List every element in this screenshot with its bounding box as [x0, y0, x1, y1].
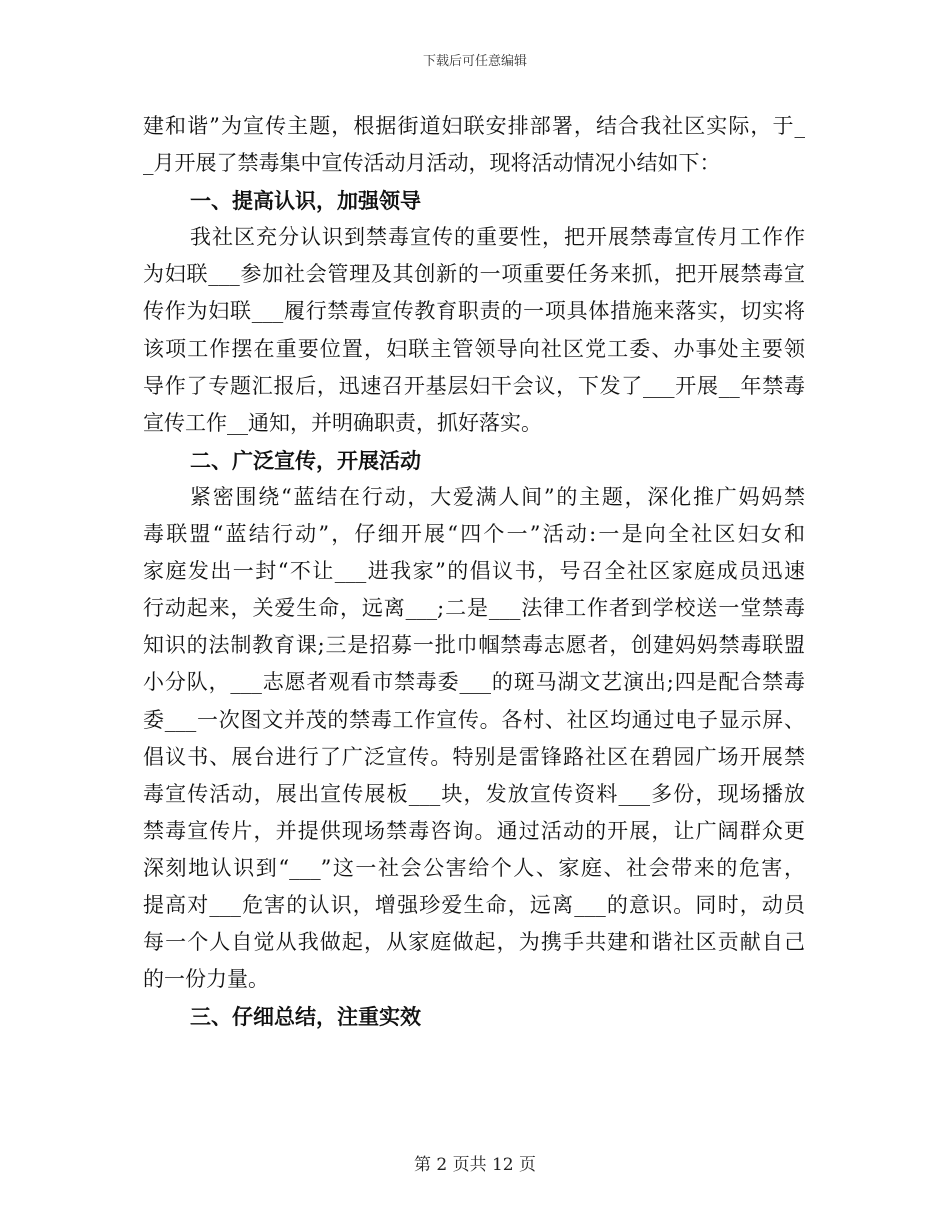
- body-line: 提高对___危害的认识，增强珍爱生命，远离___的意识。同时，动员: [143, 892, 805, 917]
- body-line: 为妇联___参加社会管理及其创新的一项重要任务来抓，把开展禁毒宣: [143, 262, 805, 287]
- page-header-note: 下载后可任意编辑: [422, 54, 527, 69]
- body-line: 知识的法制教育课;三是招募一批巾帼禁毒志愿者，创建妈妈禁毒联盟: [143, 633, 805, 658]
- body-line: 禁毒宣传片，并提供现场禁毒咨询。通过活动的开展，让广阔群众更: [143, 818, 805, 843]
- body-line: 建和谐”为宣传主题，根据街道妇联安排部署，结合我社区实际，于_: [143, 114, 805, 138]
- section-heading: 二、广泛宣传，开展活动: [190, 447, 421, 473]
- section-heading: 一、提高认识，加强领导: [190, 188, 421, 214]
- body-line: _月开展了禁毒集中宣传活动月活动，现将活动情况小结如下：: [143, 151, 721, 176]
- body-line: 倡议书、展台进行了广泛宣传。特别是雷锋路社区在碧园广场开展禁: [143, 744, 805, 769]
- body-line: 委___一次图文并茂的禁毒工作宣传。各村、社区均通过电子显示屏、: [143, 707, 805, 732]
- body-line: 导作了专题汇报后，迅速召开基层妇干会议，下发了___开展__年禁毒: [143, 373, 805, 398]
- body-line: 的一份力量。: [143, 967, 269, 992]
- body-line: 毒宣传活动，展出宣传展板___块，发放宣传资料___多份，现场播放: [143, 781, 805, 806]
- body-line: 每一个人自觉从我做起，从家庭做起，为携手共建和谐社区贡献自己: [143, 930, 805, 955]
- page-footer: 第 2 页共 12 页: [413, 1155, 537, 1175]
- body-line: 家庭发出一封“不让___进我家”的倡议书，号召全社区家庭成员迅速: [143, 559, 805, 584]
- section-heading: 三、仔细总结，注重实效: [190, 1004, 421, 1030]
- document-body: [143, 108, 805, 1035]
- body-line: 小分队，___志愿者观看市禁毒委___的斑马湖文艺演出;四是配合禁毒: [143, 670, 805, 695]
- body-line: 我社区充分认识到禁毒宣传的重要性，把开展禁毒宣传月工作作: [190, 225, 805, 250]
- body-line: 深刻地认识到“___”这一社会公害给个人、家庭、社会带来的危害，: [143, 855, 805, 880]
- body-line: 传作为妇联___履行禁毒宣传教育职责的一项具体措施来落实，切实将: [143, 299, 805, 324]
- body-line: 紧密围绕“蓝结在行动，大爱满人间”的主题，深化推广妈妈禁: [190, 484, 805, 509]
- body-line: 宣传工作__通知，并明确职责，抓好落实。: [143, 410, 542, 435]
- body-line: 毒联盟“蓝结行动”，仔细开展“四个一”活动:一是向全社区妇女和: [143, 522, 805, 547]
- body-line: 该项工作摆在重要位置，妇联主管领导向社区党工委、办事处主要领: [143, 336, 805, 361]
- body-line: 行动起来，关爱生命，远离___;二是___法律工作者到学校送一堂禁毒: [143, 596, 805, 621]
